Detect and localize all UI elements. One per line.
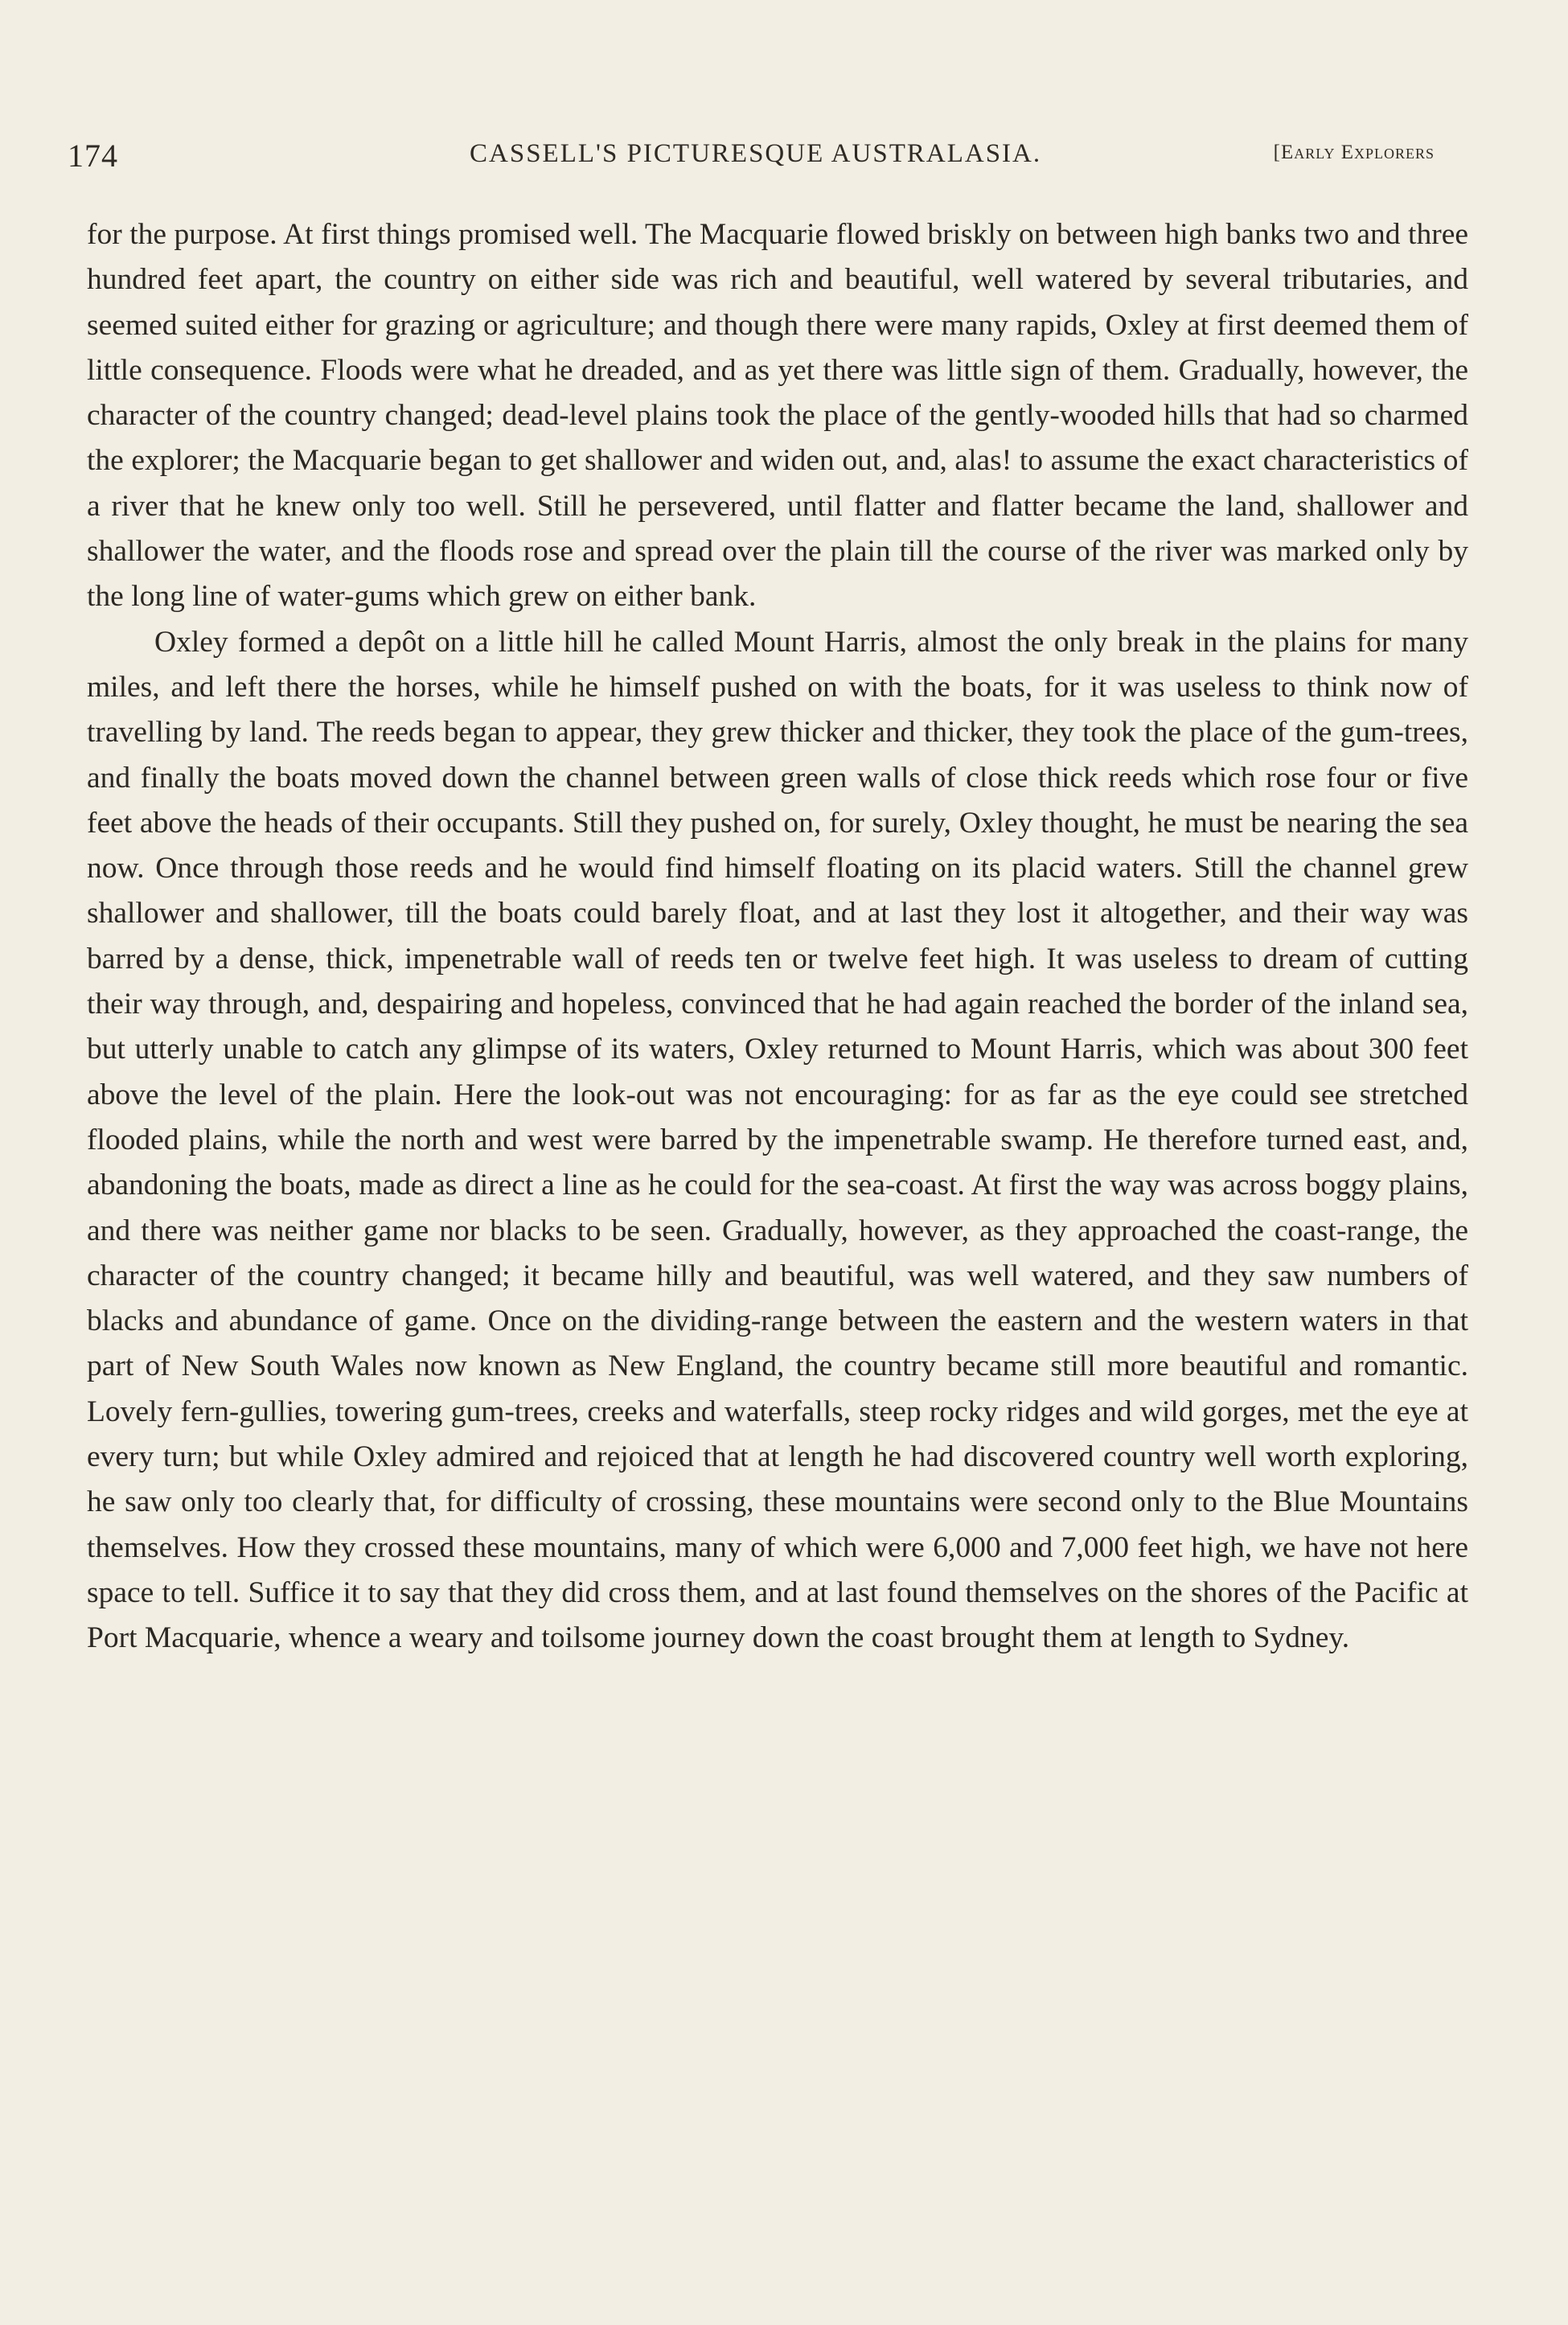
- paragraph-oxley-depot: Oxley formed a depôt on a little hill he called Mount Harris, almost the only break in the plains for many miles, and left there the horses, while he himself pushed on with the boats, for it was useless to think now of travelling by land. The reeds began to appear, they grew thicker and thicker, they took the place of the gum-trees, and finally the boats moved down the channel between green walls of close thick reeds which rose four or five feet above the heads of their occupants. Still they pushed on, for surely, Oxley thought, he must be nearing the sea now. Once through those reeds and he would find himself floating on its placid waters. Still the channel grew shallower and shallower, till the boats could barely float, and at last they lost it altogether, and their way was barred by a dense, thick, impenetrable wall of reeds ten or twelve feet high. It was useless to dream of cutting their way through, and, despairing and hopeless, convinced that he had again reached the border of the inland sea, but utterly unable to catch any glimpse of its waters, Oxley returned to Mount Harris, which was about 300 feet above the level of the plain. Here the look-out was not encouraging: for as far as the eye could see stretched flooded plains, while the north and west were barred by the impenetrable swamp. He therefore turned east, and, abandoning the boats, made as direct a line as he could for the sea-coast. At first the way was across boggy plains, and there was neither game nor blacks to be seen. Gradually, however, as they approached the coast-range, the character of the country changed; it became hilly and beautiful, was well watered, and they saw numbers of blacks and abundance of game. Once on the dividing-range between the eastern and the western waters in that part of New South Wales now known as New England, the country became still more beautiful and romantic. Lovely fern-gullies, towering gum-trees, creeks and waterfalls, steep rocky ridges and wild gorges, met the eye at every turn; but while Oxley admired and rejoiced that at length he had discovered country well worth exploring, he saw only too clearly that, for difficulty of crossing, these mountains were second only to the Blue Mountains themselves. How they crossed these mountains, many of which were 6,000 and 7,000 feet high, we have not here space to tell. Suffice it to say that they did cross them, and at last found themselves on the shores of the Pacific at Port Macquarie, whence a weary and toilsome journey down the coast brought them at length to Sydney.: [87, 625, 1468, 1655]
- paragraph-continuation: for the purpose. At first things promised well. The Macquarie flowed briskly on between high banks two and three hundred feet apart, the country on either side was rich and beautiful, well watered by several tributaries, and seemed suited either for grazing or agriculture; and though there were many rapids, Oxley at first deemed them of little consequence. Floods were what he dreaded, and as yet there was little sign of them. Gradually, however, the character of the country changed; dead-level plains took the place of the gently-wooded hills that had so charmed the explorer; the Macquarie began to get shallower and widen out, and, alas! to assume the exact characteristics of a river that he knew only too well. Still he persevered, until flatter and flatter became the land, shallower and shallower the water, and the floods rose and spread over the plain till the course of the river was marked only by the long line of water-gums which grew on either bank.: [87, 218, 1468, 614]
- running-title: CASSELL'S PICTURESQUE AUSTRALASIA.: [470, 139, 1042, 168]
- body-text: [87, 212, 1468, 1662]
- section-label: [Early Explorers: [1273, 142, 1435, 163]
- page-number: 174: [68, 138, 118, 174]
- page-header: [68, 137, 1435, 177]
